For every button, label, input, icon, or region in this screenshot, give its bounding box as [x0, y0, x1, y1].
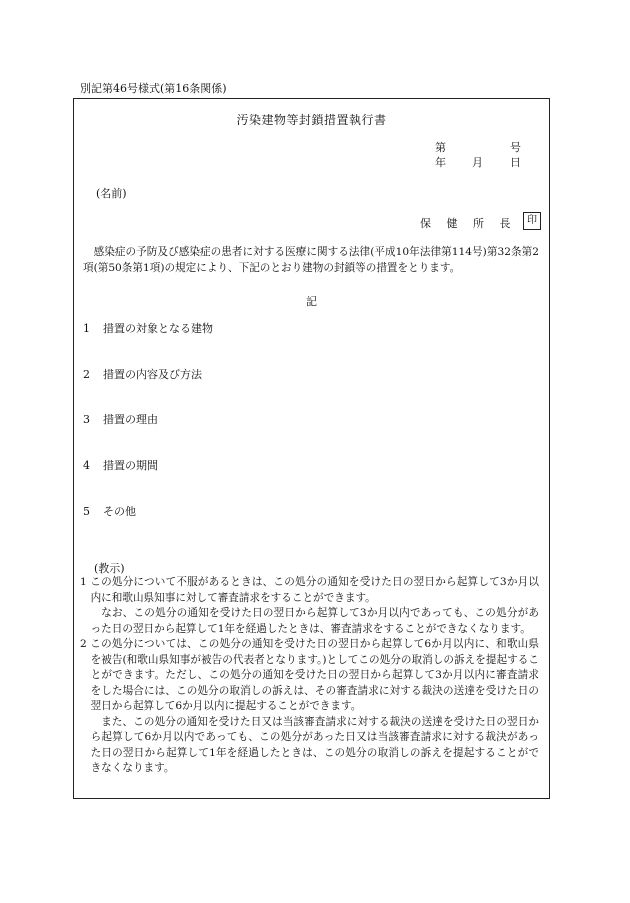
- item-number: 4: [83, 459, 90, 472]
- form-label: 別記第46号様式(第16条関係): [80, 82, 227, 95]
- item-label: 措置の理由: [103, 413, 158, 426]
- instruction-paragraph-1: 1 この処分について不服があるときは、この処分の通知を受けた日の翌日から起算して3か月以内に和歌山県知事に対して審査請求をすることができます。: [80, 576, 539, 604]
- ki-heading: 記: [306, 295, 317, 308]
- form-frame: [73, 98, 550, 799]
- item-number: 3: [83, 413, 90, 426]
- item-other: [83, 503, 136, 519]
- item-period: [83, 457, 158, 473]
- signer-title: 保 健 所 長: [420, 217, 517, 230]
- document-title: 汚染建物等封鎖措置執行書: [236, 113, 387, 127]
- item-label: 措置の期間: [103, 459, 158, 472]
- number-suffix: 号: [510, 141, 521, 154]
- instruction-paragraph-2-note: また、この処分の通知を受けた日又は当該審査請求に対する裁決の送達を受けた日の翌日から起算して6か月以内であっても、この処分があった日又は当該審査請求に対する裁決があった日の翌日から起算して1年を経過したときは、この処分の取消しの訴えを提起することができなくなります。: [90, 715, 539, 774]
- instruction-paragraph-1-note: なお、この処分の通知を受けた日の翌日から起算して3か月以内であっても、この処分があった日の翌日から起算して1年を経過したときは、審査請求をすることができなくなります。: [90, 607, 539, 635]
- item-label: 措置の内容及び方法: [103, 368, 202, 381]
- item-number: 5: [83, 505, 90, 518]
- item-content-method: [83, 366, 202, 382]
- item-number: 2: [83, 368, 90, 381]
- date-year: 年: [435, 156, 446, 169]
- item-label: その他: [103, 505, 136, 518]
- date-day: 日: [510, 156, 521, 169]
- item-target-building: [83, 320, 213, 336]
- date-month: 月: [472, 156, 483, 169]
- body-paragraph: 感染症の予防及び感染症の患者に対する医療に関する法律(平成10年法律第114号)第32条第2項(第50条第1項)の規定により、下記のとおり建物の封鎖等の措置をとります。: [83, 246, 539, 274]
- item-label: 措置の対象となる建物: [103, 322, 213, 335]
- instruction-heading: (教示): [94, 562, 125, 575]
- item-reason: [83, 411, 158, 427]
- item-number: 1: [83, 322, 90, 335]
- instruction-paragraph-2: 2 この処分については、この処分の通知を受けた日の翌日から起算して6か月以内に、和歌山県を被告(和歌山県知事が被告の代表者となります。)としてこの処分の取消しの訴えを提起することができます。ただし、この処分の通知を受けた日の翌日から起算して3か月以内に審査請求をした場合には、この処分の取消しの訴えは、その審査請求に対する裁決の送達を受けた日の翌日から起算して6か月以内に提起することができます。: [80, 638, 539, 712]
- number-prefix: 第: [435, 141, 446, 154]
- instructions-block: [80, 575, 539, 777]
- seal-box: 印: [523, 212, 541, 230]
- addressee-name: (名前): [96, 187, 127, 200]
